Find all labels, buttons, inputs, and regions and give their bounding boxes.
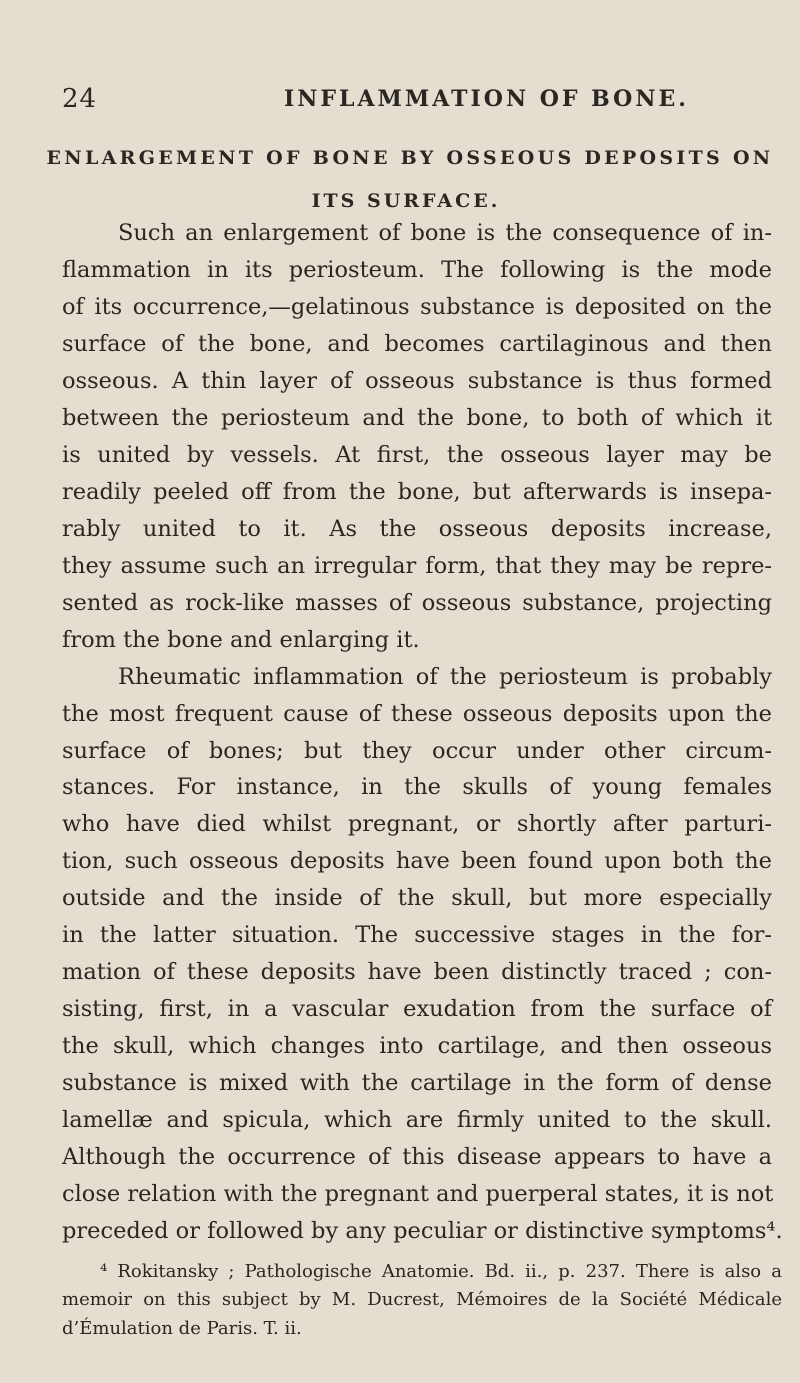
footnote-line: ⁴ Rokitansky ; Pathologische Anatomie. Bd. ii., p. 237. There is also a: [100, 1260, 782, 1282]
footnote-line: memoir on this subject by M. Ducrest, Mémoires de la Société Médicale: [62, 1289, 782, 1311]
body-line: in the latter situation. The successive stages in the for-: [62, 922, 772, 949]
body-line: readily peeled off from the bone, but afterwards is insepa-: [62, 478, 772, 505]
body-line: Such an enlargement of bone is the consequence of in-: [118, 220, 772, 246]
section-heading-continued: ITS SURFACE.: [311, 190, 501, 212]
body-line: close relation with the pregnant and puerperal states, it is not: [62, 1181, 774, 1207]
body-line: osseous. A thin layer of osseous substance is thus formed: [62, 367, 772, 394]
body-line: is united by vessels. At first, the osseous layer may be: [62, 441, 772, 468]
body-line: stances. For instance, in the skulls of young females: [62, 774, 772, 801]
body-line: sented as rock-like masses of osseous substance, projecting: [62, 589, 772, 616]
running-title: INFLAMMATION OF BONE.: [284, 86, 689, 112]
body-line: rably united to it. As the osseous deposits increase,: [62, 515, 772, 542]
body-line: flammation in its periosteum. The following is the mode: [62, 257, 772, 283]
body-line: mation of these deposits have been distinctly traced ; con-: [62, 959, 772, 986]
body-line: between the periosteum and the bone, to both of which it: [62, 404, 772, 431]
body-line: lamellæ and spicula, which are firmly united to the skull.: [62, 1107, 772, 1134]
body-line: Rheumatic inflammation of the periosteum is probably: [118, 663, 772, 690]
running-header: [62, 84, 760, 124]
body-line: who have died whilst pregnant, or shortly after parturi-: [62, 811, 772, 838]
body-line: of its occurrence,—gelatinous substance is deposited on the: [62, 293, 772, 320]
body-line: preceded or followed by any peculiar or distinctive symptoms⁴.: [62, 1218, 783, 1244]
body-line: surface of the bone, and becomes cartilaginous and then: [62, 330, 772, 357]
body-line: substance is mixed with the cartilage in the form of dense: [62, 1070, 772, 1097]
body-line: they assume such an irregular form, that they may be repre-: [62, 552, 772, 579]
body-line: surface of bones; but they occur under other circum-: [62, 737, 772, 764]
body-line: outside and the inside of the skull, but more especially: [62, 885, 772, 912]
body-line: the most frequent cause of these osseous deposits upon the: [62, 700, 772, 727]
body-line: tion, such osseous deposits have been found upon both the: [62, 848, 772, 875]
section-heading: ENLARGEMENT OF BONE BY OSSEOUS DEPOSITS ON: [46, 147, 774, 169]
footnote-line: d’Émulation de Paris. T. ii.: [62, 1317, 302, 1339]
page-number: 24: [62, 84, 98, 114]
body-line: the skull, which changes into cartilage, and then osseous: [62, 1033, 772, 1060]
body-line: Although the occurrence of this disease appears to have a: [62, 1144, 772, 1171]
body-line: sisting, first, in a vascular exudation from the surface of: [62, 996, 772, 1023]
body-line: from the bone and enlarging it.: [62, 626, 420, 653]
